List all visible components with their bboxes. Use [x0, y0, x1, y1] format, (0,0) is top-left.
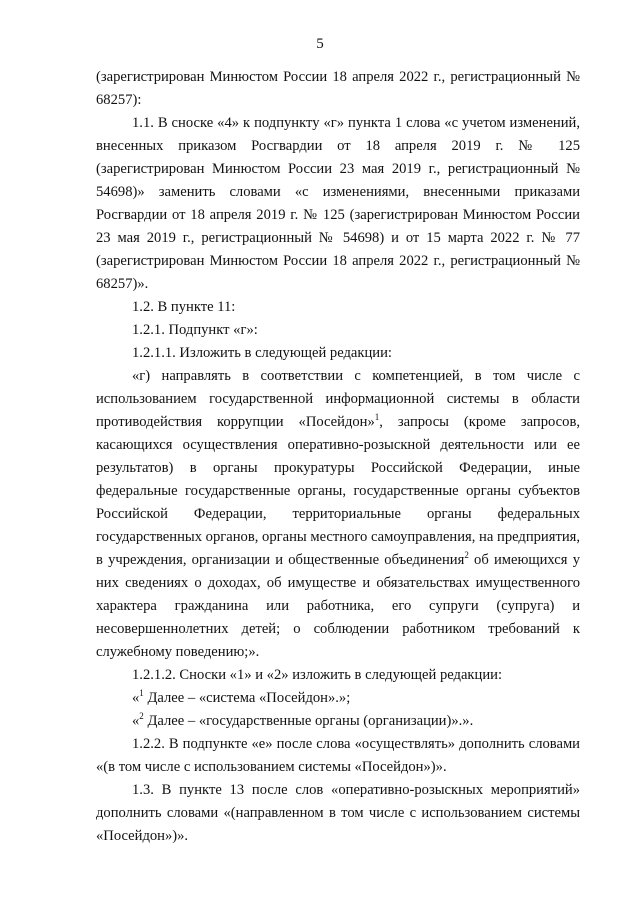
- footnote-1-definition: [96, 687, 580, 710]
- document-body: [96, 66, 580, 848]
- subitem-g-text-part-3: об имеющихся у них сведениях о доходах, об имуществе и обязательствах имущественного характера гражданина или работника, его супруги (супруга) и несовершеннолетних детей; о соблюдении работником требований к служебному поведению;».: [96, 552, 580, 660]
- subitem-g-text-part-1: «г) направлять в соответствии с компетенцией, в том числе с использованием государственной информационной системы в области противодействия коррупции «Посейдон»: [96, 368, 580, 430]
- footnote-1-text: Далее – «система «Посейдон».»;: [143, 690, 351, 706]
- footnote-2-definition: [96, 710, 580, 733]
- paragraph-1-2-1-1: 1.2.1.1. Изложить в следующей редакции:: [132, 345, 392, 361]
- footnote-1-marker: 1: [139, 688, 144, 699]
- subitem-g-text-part-2: , запросы (кроме запросов, касающихся осуществления оперативно-розыскной деятельности или ее результатов) в органы прокуратуры Российской Федерации, иные федеральные государственные органы, государственные органы субъектов Российской Федерации, территориальные органы федеральных государственных органов, органы местного самоуправления, на предприятия, в учреждения, организации и общественные объединения: [96, 414, 580, 568]
- footnote-1-open-quote: «: [132, 690, 140, 706]
- paragraph-1-2: 1.2. В пункте 11:: [132, 299, 236, 315]
- footnote-2-text: Далее – «государственные органы (организации)».».: [143, 713, 474, 729]
- footnote-ref-1: 1: [374, 412, 380, 423]
- paragraph-1-2-1-2: 1.2.1.2. Сноски «1» и «2» изложить в следующей редакции:: [132, 667, 503, 683]
- paragraph-1-1: 1.1. В сноске «4» к подпункту «г» пункта 1 слова «с учетом изменений, внесенных приказом Росгвардии от 18 апреля 2019 г. № 125 (зарегистрирован Минюстом России 23 мая 2019 г., регистрационный № 54698)» заменить словами «с изменениями, внесенными приказами Росгвардии от 18 апреля 2019 г. № 125 (зарегистрирован Минюстом России 23 мая 2019 г., регистрационный № 54698) и от 15 марта 2022 г. № 77 (зарегистрирован Минюстом России 18 апреля 2022 г., регистрационный № 68257)».: [96, 115, 580, 292]
- paragraph-1-2-2: 1.2.2. В подпункте «е» после слова «осуществлять» дополнить словами «(в том числе с использованием системы «Посейдон»)».: [96, 736, 580, 775]
- footnote-2-open-quote: «: [132, 713, 140, 729]
- paragraph-subitem-g: [96, 365, 580, 664]
- footnote-ref-2: 2: [464, 550, 469, 561]
- paragraph-1-2-1: 1.2.1. Подпункт «г»:: [132, 322, 258, 338]
- footnote-2-marker: 2: [139, 711, 144, 722]
- paragraph-1-3: 1.3. В пункте 13 после слов «оперативно-розыскных мероприятий» дополнить словами «(направленном в том числе с использованием системы «Посейдон»)».: [96, 782, 580, 844]
- page-number: 5: [316, 36, 324, 52]
- paragraph-registration: (зарегистрирован Минюстом России 18 апреля 2022 г., регистрационный № 68257):: [96, 69, 580, 108]
